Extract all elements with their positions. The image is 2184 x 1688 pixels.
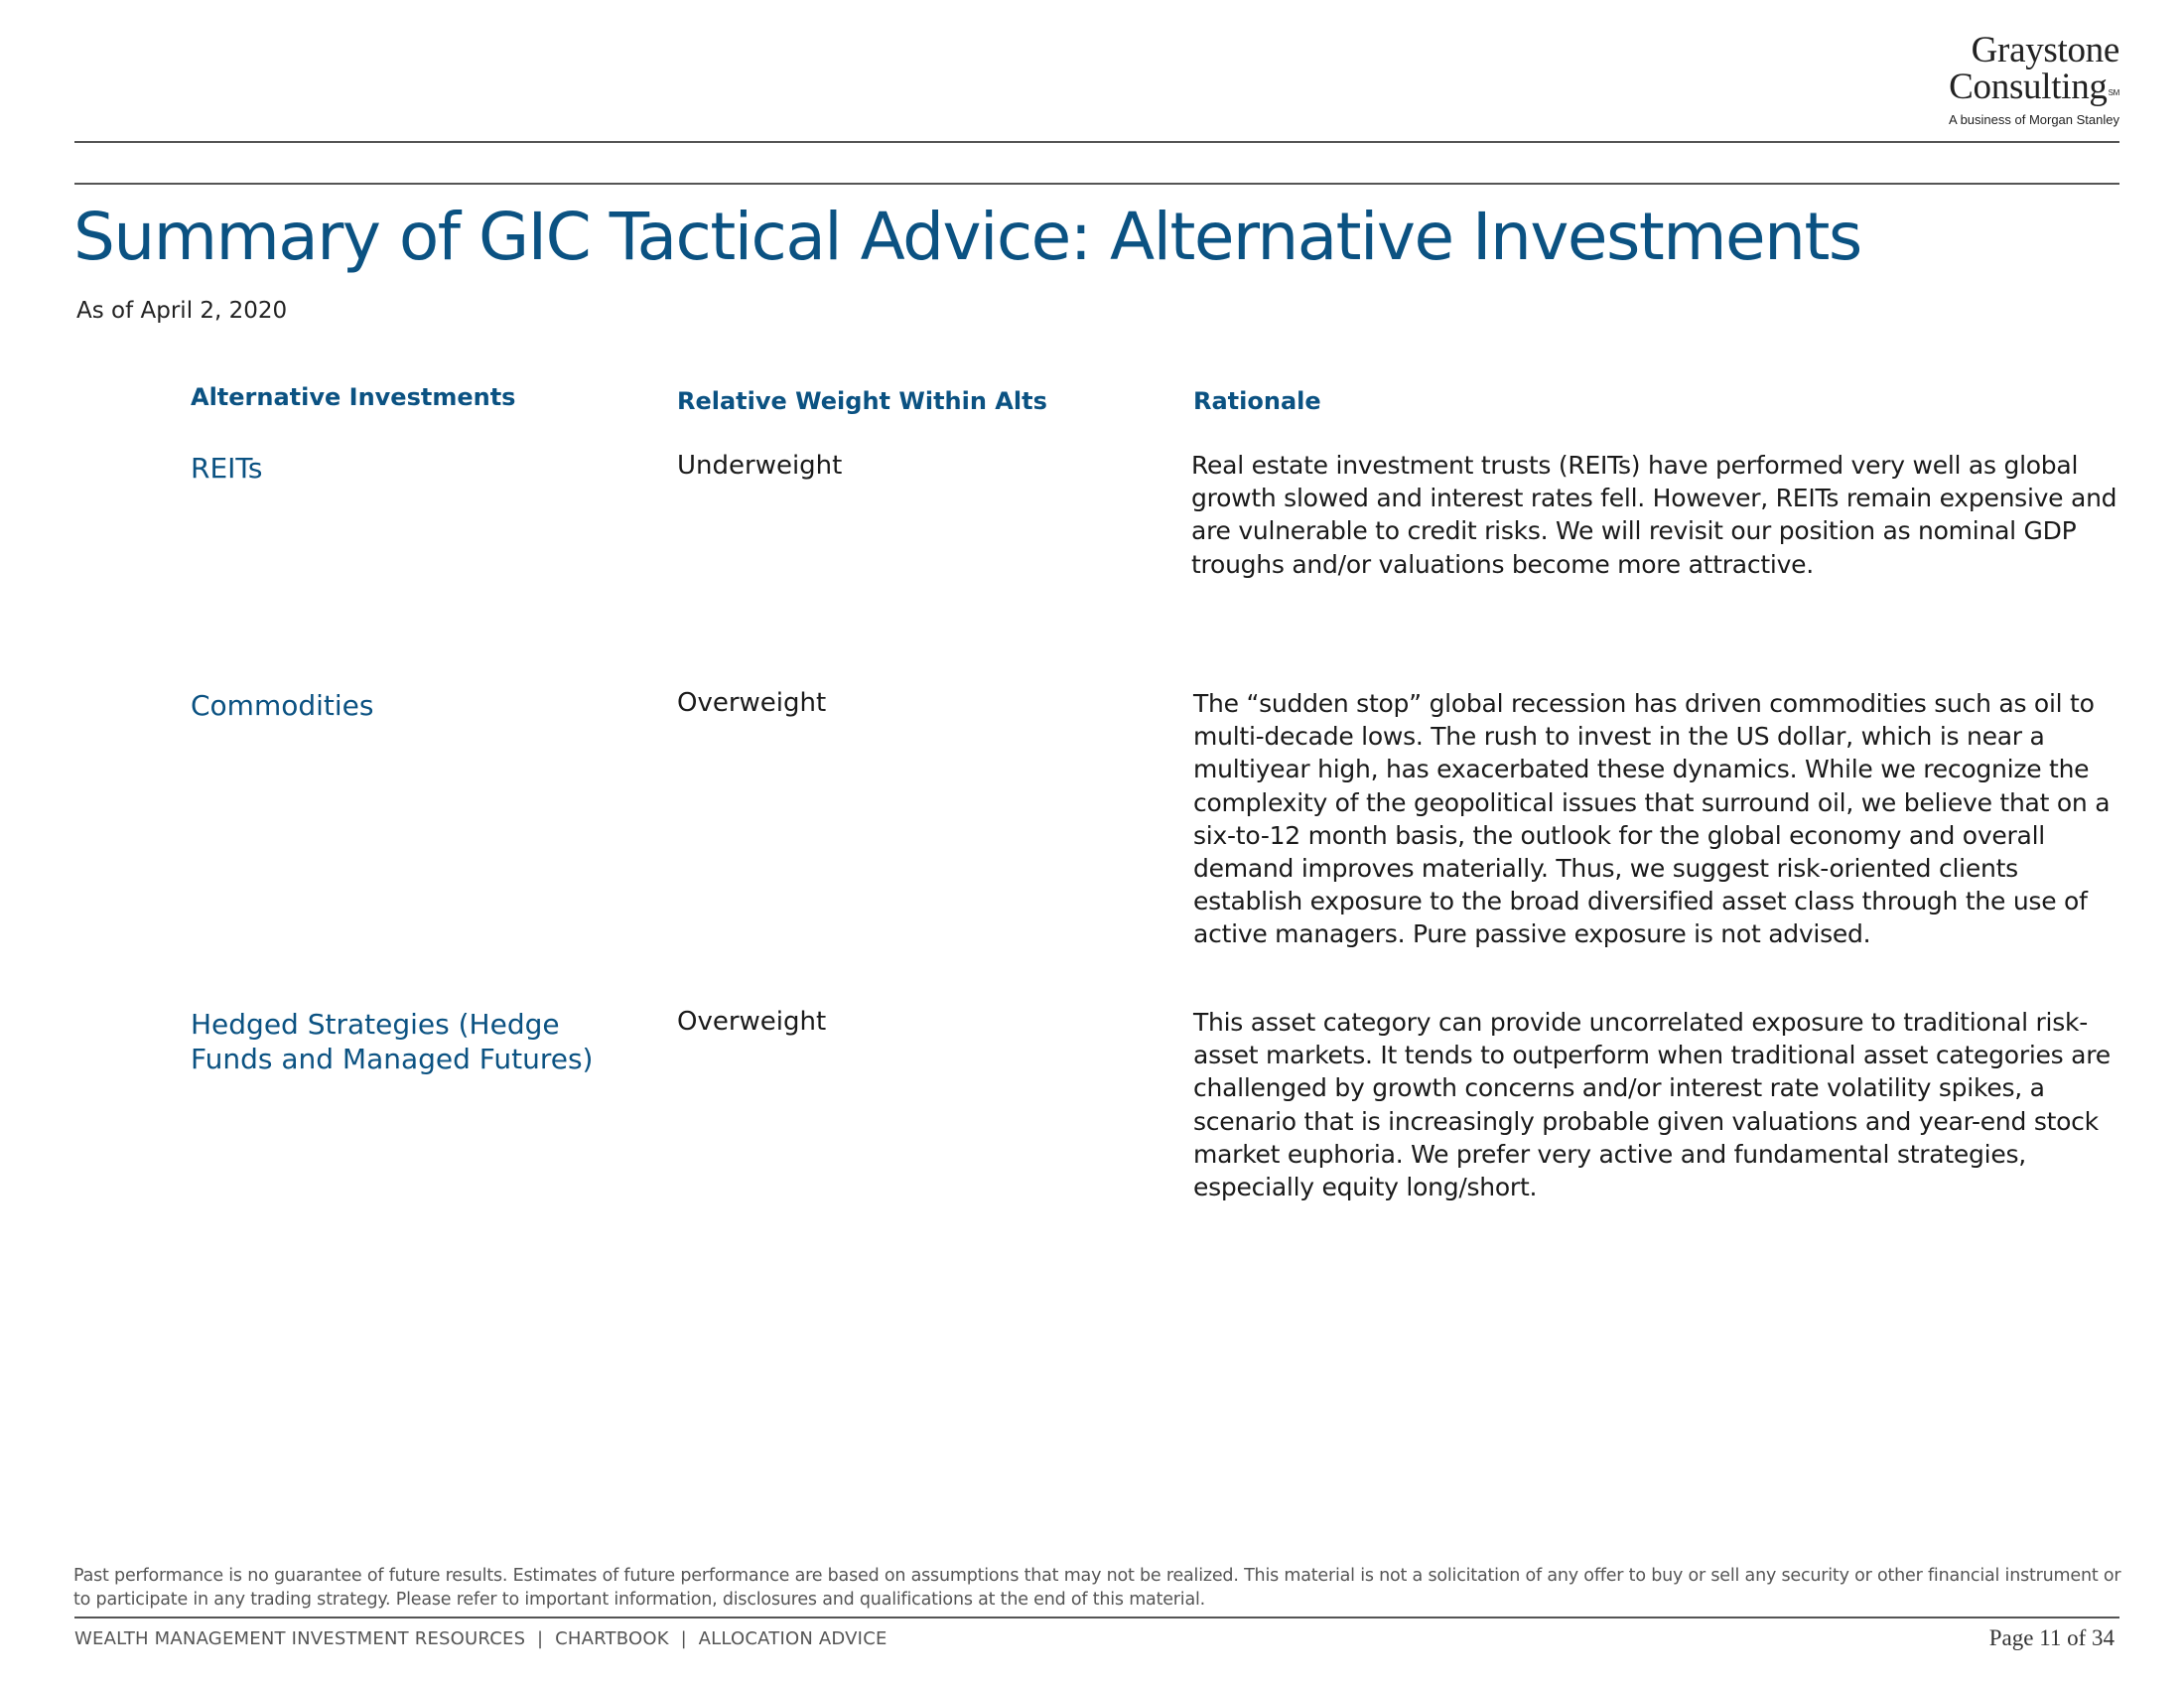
page-title: Summary of GIC Tactical Advice: Alternative Investments	[73, 199, 1861, 275]
footer-breadcrumb: WEALTH MANAGEMENT INVESTMENT RESOURCES | CHARTBOOK | ALLOCATION ADVICE	[74, 1628, 887, 1649]
row-weight: Underweight	[677, 451, 843, 481]
column-header-alternative-investments: Alternative Investments	[191, 383, 516, 411]
header-divider-upper	[74, 141, 2119, 143]
header-divider-lower	[74, 183, 2119, 185]
row-rationale: The “sudden stop” global recession has driven commodities such as oil to multi-decade lows. The rush to invest in the US dollar, which is near a multiyear high, has exacerbated these dynamics. While we recognize the complexity of the geopolitical issues that surround oil, we believe that on a six-to-12 month basis, the outlook for the global economy and overall demand improves materially. Thus, we suggest risk-oriented clients establish exposure to the broad diversified asset class through the use of active managers. Pure passive exposure is not advised.	[1193, 689, 2111, 949]
graystone-consulting-logo	[1949, 32, 2119, 127]
row-name-hedged-strategies: Hedged Strategies (Hedge Funds and Managed Futures)	[191, 1008, 594, 1075]
column-header-rationale: Rationale	[1193, 387, 1321, 415]
row-name-reits: REITs	[191, 452, 263, 485]
row-rationale: This asset category can provide uncorrelated exposure to traditional risk-asset markets. It tends to outperform when traditional asset categories are challenged by growth concerns and/or interest rate volatility spikes, a scenario that is increasingly probable given valuations and year-end stock market euphoria. We prefer very active and fundamental strategies, especially equity long/short.	[1193, 1008, 2111, 1202]
column-header-relative-weight: Relative Weight Within Alts	[677, 387, 1047, 415]
row-rationale: Real estate investment trusts (REITs) have performed very well as global growth slowed and interest rates fell. However, REITs remain expensive and are vulnerable to credit risks. We will revisit our position as nominal GDP troughs and/or valuations become more attractive.	[1191, 451, 2117, 579]
row-weight: Overweight	[677, 1007, 827, 1037]
logo-service-mark: SM	[2108, 88, 2119, 97]
logo-wordmark-line1: Graystone	[1971, 30, 2119, 70]
logo-wordmark-line2: Consulting	[1949, 67, 2108, 107]
footer-divider	[74, 1617, 2119, 1618]
logo-tagline: A business of Morgan Stanley	[1949, 112, 2119, 127]
row-name-commodities: Commodities	[191, 689, 374, 722]
row-weight: Overweight	[677, 688, 827, 718]
disclaimer-text: Past performance is no guarantee of future results. Estimates of future performance are based on assumptions that may not be realized. This material is not a solicitation of any offer to buy or sell any security or other financial instrument or to participate in any trading strategy. Please refer to important information, disclosures and qualifications at the end of this material.	[73, 1566, 2121, 1610]
page-number: Page 11 of 34	[1988, 1625, 2115, 1650]
as-of-date: As of April 2, 2020	[76, 298, 288, 324]
